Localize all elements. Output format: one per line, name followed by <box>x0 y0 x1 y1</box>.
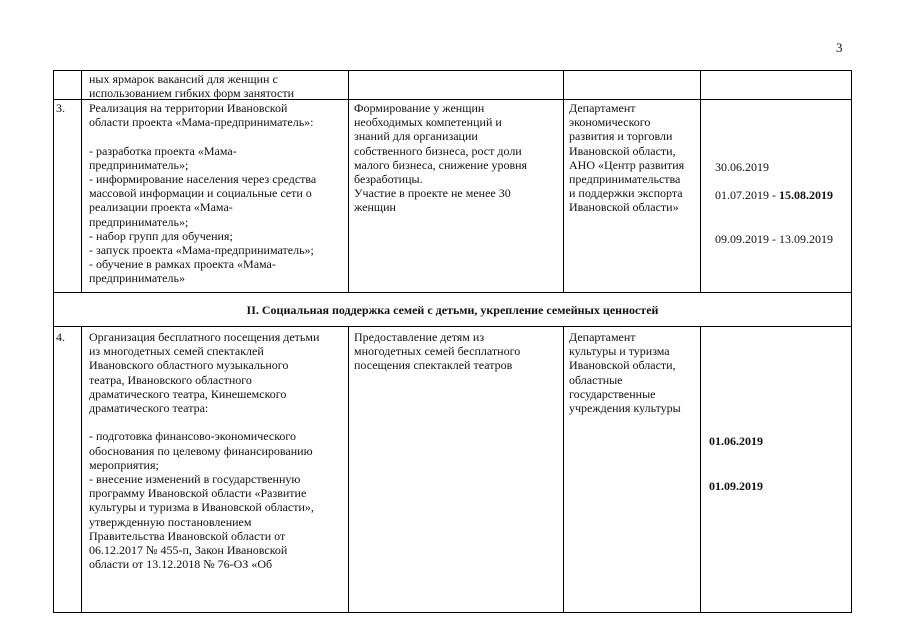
table-border-top <box>53 70 852 71</box>
text-line: - обучение в рамках проекта «Мама- <box>89 257 276 272</box>
text-line: массовой информации и социальные сети о <box>89 186 312 201</box>
table-border-right <box>851 70 852 613</box>
text-line: необходимых компетенций и <box>354 115 502 130</box>
text-line: развития и торговли <box>569 129 673 144</box>
text-line: культуры и туризма в Ивановской области», <box>89 500 314 515</box>
text-line: ных ярмарок вакансий для женщин с <box>89 72 278 86</box>
text-line: малого бизнеса, снижение уровня <box>354 157 528 172</box>
page-number: 3 <box>836 40 843 55</box>
text-line: многодетных семей бесплатного <box>354 344 521 359</box>
row-number: 4. <box>56 330 65 344</box>
column-divider <box>348 70 349 292</box>
text-line: драматического театра, Кинешемского <box>89 386 287 401</box>
text-line: театра, Ивановского областного <box>89 372 252 387</box>
text-line: областные <box>569 372 623 387</box>
text-line: посещения спектаклей театров <box>354 358 513 373</box>
text-line: Департамент <box>569 330 636 344</box>
deadline-date: 01.09.2019 <box>709 479 763 493</box>
column-divider <box>700 70 701 292</box>
text-line <box>89 129 316 143</box>
text-line: - подготовка финансово-экономического <box>89 429 297 444</box>
text-line: Формирование у женщин <box>354 101 485 115</box>
deadline-date: 01.07.2019 - 15.08.2019 <box>715 188 833 203</box>
continuation-description <box>89 72 294 100</box>
text-line: использованием гибких форм занятости <box>89 86 295 101</box>
text-line: предприниматель»; <box>89 157 189 172</box>
deadline-date: 01.06.2019 <box>709 434 763 448</box>
section-heading: II. Социальная поддержка семей с детьми, укрепление семейных ценностей <box>246 303 659 317</box>
text-line: учреждения культуры <box>569 401 681 416</box>
column-divider <box>563 326 564 613</box>
text-line: драматического театра: <box>89 401 209 416</box>
column-divider <box>563 70 564 292</box>
text-line: реализации проекта «Мама- <box>89 200 233 215</box>
text-line: - внесение изменений в государственную <box>89 472 301 487</box>
table-border-bottom <box>53 612 852 613</box>
column-divider <box>348 326 349 613</box>
text-line: экономического <box>569 115 651 130</box>
text-line: мероприятия; <box>89 457 159 472</box>
text-line: Участие в проекте не менее 30 <box>354 186 511 201</box>
column-divider <box>81 326 82 613</box>
text-line: - набор групп для обучения; <box>89 228 233 243</box>
table-border-left <box>53 70 54 613</box>
text-line: и поддержки экспорта <box>569 186 683 201</box>
text-line: Ивановской области, <box>569 358 676 373</box>
text-line: программу Ивановской области «Развитие <box>89 486 307 501</box>
responsible-party <box>569 330 681 415</box>
text-line: Организация бесплатного посещения детьми <box>89 330 320 344</box>
row-divider <box>53 292 852 293</box>
text-line: области проекта «Мама-предприниматель»: <box>89 115 314 130</box>
text-line: Предоставление детям из <box>354 330 485 344</box>
text-line: - информирование населения через средства <box>89 172 317 187</box>
text-line: культуры и туризма <box>569 344 670 359</box>
text-line: женщин <box>354 200 396 215</box>
text-line: Правительства Ивановской области от <box>89 528 286 543</box>
text-line: АНО «Центр развития <box>569 157 685 172</box>
text-line: государственные <box>569 386 656 401</box>
text-line: знаний для организации <box>354 129 478 144</box>
text-line: Ивановской области» <box>569 200 679 215</box>
text-line: области от 13.12.2018 № 76-ОЗ «Об <box>89 557 273 572</box>
deadline-date: 09.09.2019 - 13.09.2019 <box>715 232 833 247</box>
text-line: - разработка проекта «Мама- <box>89 143 237 158</box>
text-line: из многодетных семей спектаклей <box>89 344 264 359</box>
text-line: утвержденную постановлением <box>89 514 252 529</box>
event-description <box>89 330 319 571</box>
expected-result <box>354 330 520 373</box>
text-line: обоснования по целевому финансированию <box>89 443 313 458</box>
row-number: 3. <box>56 101 65 115</box>
text-line: предприниматель» <box>89 271 185 286</box>
text-line: безработицы. <box>354 172 423 187</box>
text-line: Ивановского областного музыкального <box>89 358 289 373</box>
text-line: 06.12.2017 № 455-п, Закон Ивановской <box>89 543 288 558</box>
text-line <box>89 415 319 429</box>
text-line: Ивановской области, <box>569 143 676 158</box>
column-divider <box>81 70 82 292</box>
row-divider <box>53 326 852 327</box>
text-line: предприниматель»; <box>89 214 189 229</box>
text-line: предпринимательства <box>569 172 681 187</box>
responsible-party <box>569 101 684 215</box>
expected-result <box>354 101 527 215</box>
text-line: Реализация на территории Ивановской <box>89 101 288 115</box>
deadline-date: 30.06.2019 <box>715 160 769 175</box>
text-line: собственного бизнеса, рост доли <box>354 143 522 158</box>
text-line: - запуск проекта «Мама-предприниматель»; <box>89 243 314 258</box>
text-line: Департамент <box>569 101 636 115</box>
event-description <box>89 101 316 286</box>
column-divider <box>700 326 701 613</box>
